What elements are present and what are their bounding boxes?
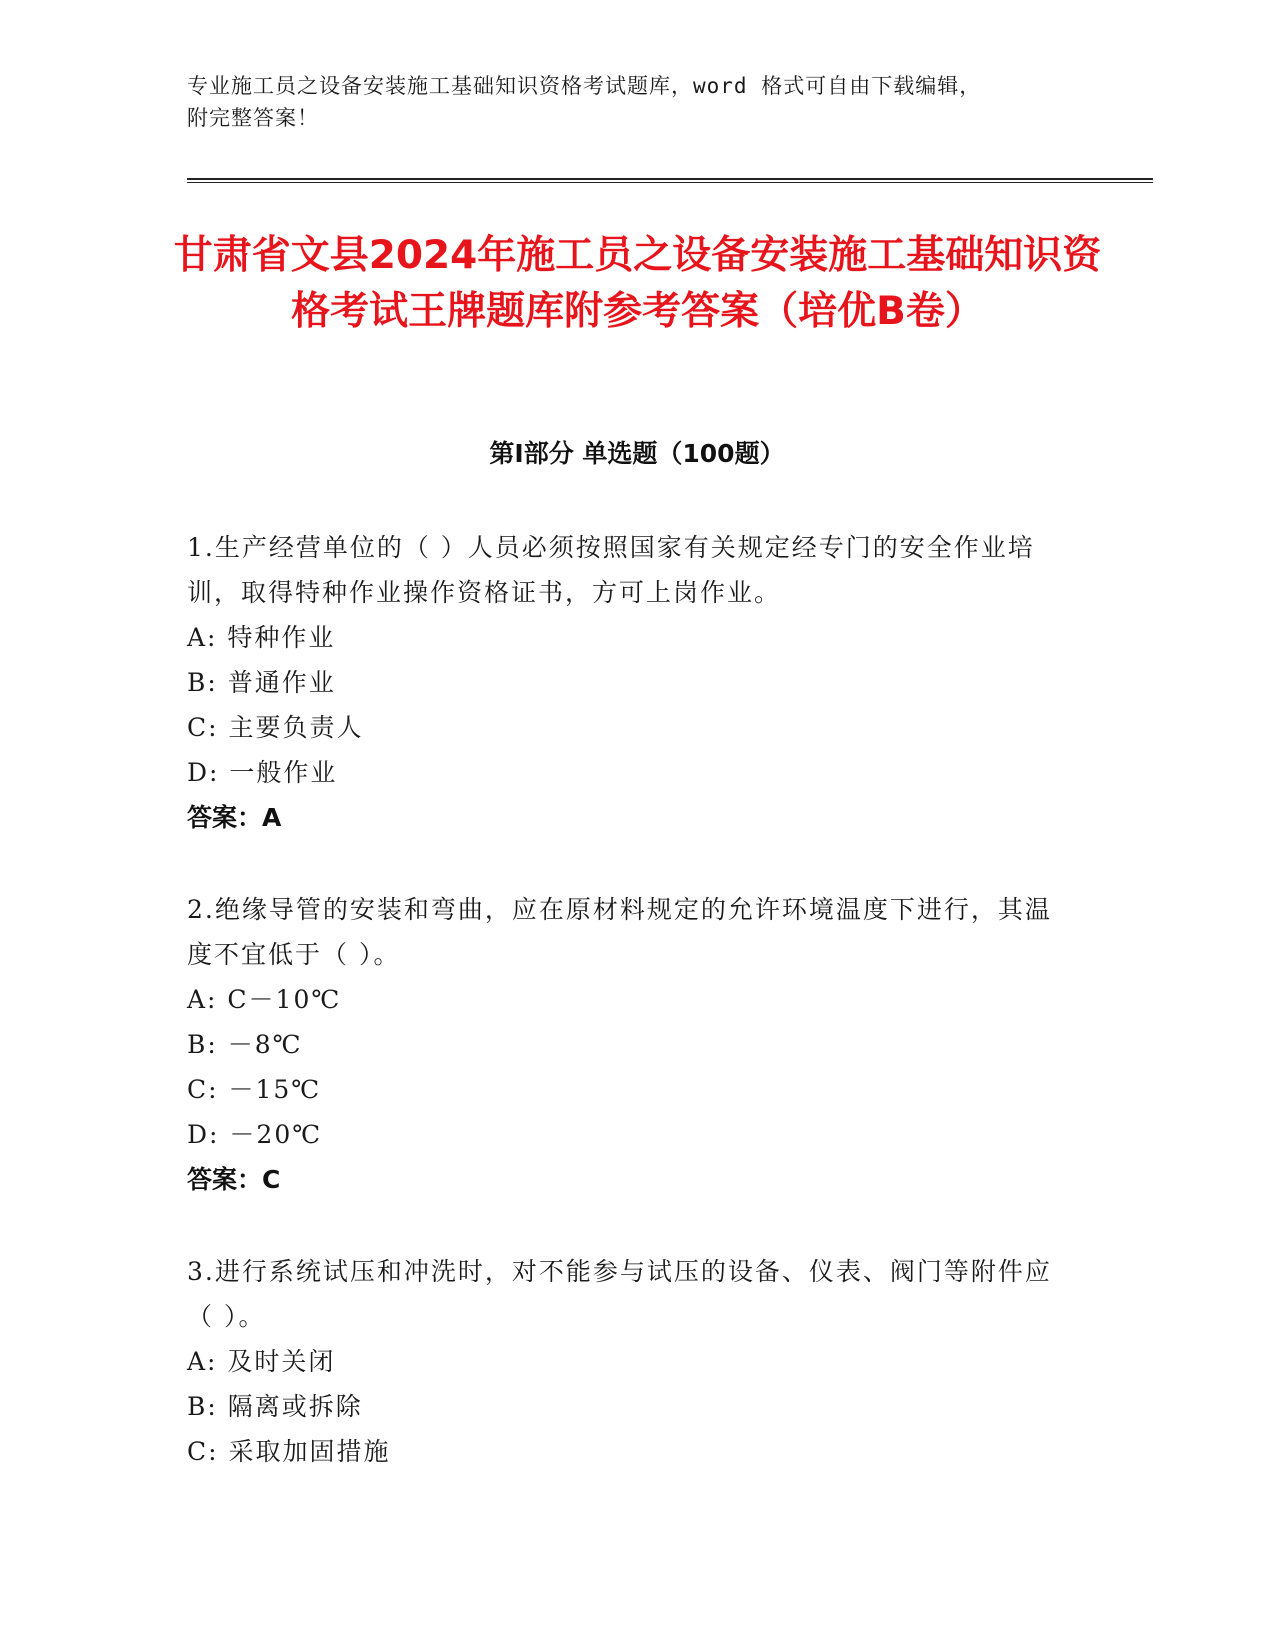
option-c: C: 主要负责人	[187, 713, 364, 742]
option-d: D: 一般作业	[187, 758, 338, 787]
question-3	[187, 1249, 1067, 1474]
option-d: D: －20℃	[187, 1120, 323, 1149]
option-a: A: 及时关闭	[187, 1347, 336, 1376]
answer: 答案：A	[187, 803, 282, 832]
option-c: C: 采取加固措施	[187, 1437, 391, 1466]
question-stem: 2.绝缘导管的安装和弯曲，应在原材料规定的允许环境温度下进行，其温度不宜低于（ ）。	[187, 895, 1052, 969]
question-stem: 1.生产经营单位的（ ）人员必须按照国家有关规定经专门的安全作业培训，取得特种作业操作资格证书，方可上岗作业。	[187, 533, 1035, 607]
header-note	[187, 70, 1077, 134]
section-title: 第I部分 单选题（100题）	[489, 439, 785, 468]
answer: 答案：C	[187, 1165, 281, 1194]
question-stem: 3.进行系统试压和冲洗时，对不能参与试压的设备、仪表、阀门等附件应（ ）。	[187, 1257, 1052, 1331]
option-b: B: 普通作业	[187, 668, 336, 697]
option-b: B: －8℃	[187, 1030, 303, 1059]
header-divider	[187, 178, 1153, 180]
option-b: B: 隔离或拆除	[187, 1392, 363, 1421]
option-c: C: －15℃	[187, 1075, 322, 1104]
question-2	[187, 887, 1067, 1202]
question-list	[187, 525, 1067, 1521]
option-a: A: 特种作业	[187, 623, 336, 652]
document-title: 甘肃省文县2024年施工员之设备安装施工基础知识资格考试王牌题库附参考答案（培优B卷）	[173, 233, 1102, 334]
header-note-line-1: 专业施工员之设备安装施工基础知识资格考试题库，word 格式可自由下载编辑，	[187, 74, 982, 98]
header-divider-thin	[187, 182, 1153, 183]
header-note-line-2: 附完整答案！	[187, 106, 319, 130]
option-a: A: C－10℃	[187, 985, 342, 1014]
question-1	[187, 525, 1067, 840]
